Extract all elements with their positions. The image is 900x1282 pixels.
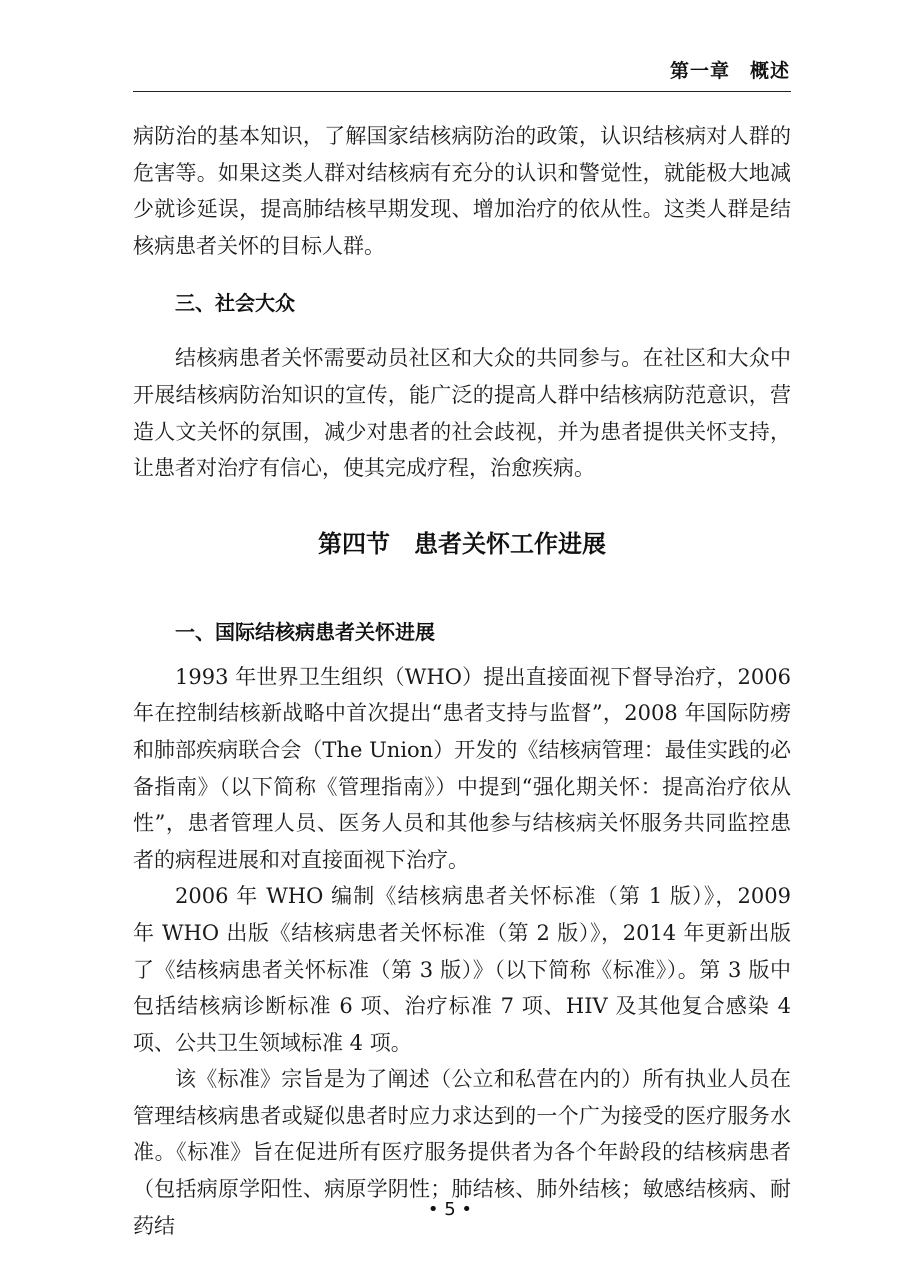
page-number: • 5 •	[427, 1199, 473, 1220]
paragraph-purpose: 该《标准》宗旨是为了阐述（公立和私营在内的）所有执业人员在管理结核病患者或疑似患者时应力求达到的一个广为接受的医疗服务水准。《标准》旨在促进所有医疗服务提供者为各个年龄段的结核病患者（包括病原学阳性、病原学阴性；肺结核、肺外结核；敏感结核病、耐药结	[133, 1067, 791, 1238]
section-title: 第四节 患者关怀工作进展	[318, 528, 606, 558]
header-rule	[133, 91, 791, 92]
paragraph-continued: 病防治的基本知识，了解国家结核病防治的政策，认识结核病对人群的危害等。如果这类人群对结核病有充分的认识和警觉性，就能极大地减少就诊延误，提高肺结核早期发现、增加治疗的依从性。这类人群是结核病患者关怀的目标人群。	[133, 124, 791, 258]
page-body	[133, 118, 791, 1244]
paragraph-history: 1993 年世界卫生组织（WHO）提出直接面视下督导治疗，2006 年在控制结核新战略中首次提出“患者支持与监督”，2008 年国际防痨和肺部疾病联合会（The Union）开发的《结核病管理：最佳实践的必备指南》（以下简称《管理指南》）中提到“强化期关怀：提高治疗依从性”，患者管理人员、医务人员和其他参与结核病关怀服务共同监控患者的病程进展和对直接面视下治疗。	[133, 664, 791, 872]
subheading-international: 一、国际结核病患者关怀进展	[175, 619, 435, 644]
paragraph-public: 结核病患者关怀需要动员社区和大众的共同参与。在社区和大众中开展结核病防治知识的宣传，能广泛的提高人群中结核病防范意识，营造人文关怀的氛围，减少对患者的社会歧视，并为患者提供关怀支持，让患者对治疗有信心，使其完成疗程，治愈疾病。	[133, 346, 791, 481]
running-header: 第一章 概述	[669, 60, 790, 82]
paragraph-standards: 2006 年 WHO 编制《结核病患者关怀标准（第 1 版）》，2009 年 WHO 出版《结核病患者关怀标准（第 2 版）》，2014 年更新出版了《结核病患者关怀标准（第 3 版）》（以下简称《标准》）。第 3 版中包括结核病诊断标准 6 项、治疗标准 7 项、HIV 及其他复合感染 4 项、公共卫生领域标准 4 项。	[133, 884, 791, 1055]
subheading-public: 三、社会大众	[175, 291, 295, 316]
